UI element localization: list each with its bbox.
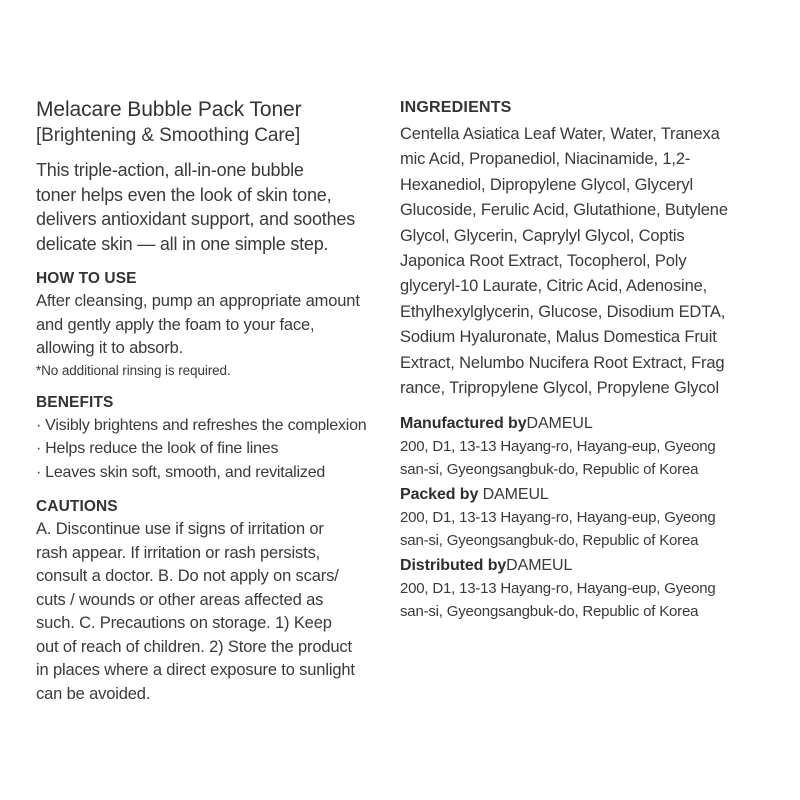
right-column (400, 96, 770, 623)
ingredients-line: Ethylhexylglycerin, Glucose, Disodium EDTA, (400, 302, 726, 321)
benefit-text: Leaves skin soft, smooth, and revitalized (45, 463, 326, 481)
address-line: 200, D1, 13-13 Hayang-ro, Hayang-eup, Gyeong (400, 438, 716, 456)
product-description (36, 158, 392, 256)
how-to-use-line: After cleansing, pump an appropriate amount (36, 292, 360, 310)
manufacturer-name: DAMEUL (526, 415, 593, 433)
list-item (36, 461, 392, 485)
distributor-role: Distributed by (400, 557, 507, 575)
cautions-line: cuts / wounds or other areas affected as (36, 590, 324, 609)
ingredients-line: Glycol, Glycerin, Caprylyl Glycol, Coptis (400, 226, 685, 245)
ingredients-heading: INGREDIENTS (400, 99, 512, 116)
benefit-text: Visibly brightens and refreshes the complexion (45, 416, 367, 434)
ingredients-line: Hexanediol, Dipropylene Glycol, Glyceryl (400, 175, 693, 194)
cautions-heading: CAUTIONS (36, 498, 118, 515)
cautions-line: such. C. Precautions on storage. 1) Keep (36, 614, 332, 632)
benefits-heading: BENEFITS (36, 393, 114, 411)
description-line: delicate skin — all in one simple step. (36, 233, 329, 254)
ingredients-line: rance, Tripropylene Glycol, Propylene Glycol (400, 379, 719, 398)
packer-line (400, 483, 770, 507)
address-line: san-si, Gyeongsangbuk-do, Republic of Korea (400, 531, 699, 549)
how-to-use-body (36, 290, 392, 361)
description-line: delivers antioxidant support, and soothes (36, 209, 356, 229)
bullet-icon: · (36, 463, 42, 481)
address-line: 200, D1, 13-13 Hayang-ro, Hayang-eup, Gyeong (400, 580, 716, 598)
ingredients-line: glyceryl-10 Laurate, Citric Acid, Adenosine, (400, 277, 708, 296)
list-item (36, 414, 392, 438)
packer-role: Packed by (400, 486, 479, 504)
cautions-line: can be avoided. (36, 684, 151, 703)
benefits-section (36, 392, 392, 485)
list-item (36, 437, 392, 461)
product-subtitle: [Brightening & Smoothing Care] (36, 125, 301, 146)
description-line: This triple-action, all-in-one bubble (36, 160, 304, 180)
packer-block (400, 483, 770, 552)
address-line: san-si, Gyeongsangbuk-do, Republic of Korea (400, 460, 699, 478)
cautions-line: rash appear. If irritation or rash persists, (36, 543, 321, 562)
address-line: 200, D1, 13-13 Hayang-ro, Hayang-eup, Gyeong (400, 509, 716, 527)
how-to-use-footnote: *No additional rinsing is required. (36, 362, 231, 378)
ingredients-line: Extract, Nelumbo Nucifera Root Extract, Frag (400, 353, 725, 372)
ingredients-line: mic Acid, Propanediol, Niacinamide, 1,2- (400, 150, 691, 169)
distributor-name: DAMEUL (506, 557, 573, 575)
address-line: san-si, Gyeongsangbuk-do, Republic of Korea (400, 602, 699, 620)
manufacturer-address (400, 436, 770, 481)
cautions-line: in places where a direct exposure to sunlight (36, 661, 355, 679)
cautions-body (36, 518, 392, 706)
ingredients-line: Japonica Root Extract, Tocopherol, Poly (400, 252, 687, 271)
distributor-address (400, 578, 770, 623)
product-title: Melacare Bubble Pack Toner (36, 98, 302, 121)
how-to-use-section (36, 268, 392, 380)
benefit-text: Helps reduce the look of fine lines (45, 440, 279, 457)
distributor-block (400, 554, 770, 623)
how-to-use-line: and gently apply the foam to your face, (36, 315, 315, 334)
bullet-icon: · (36, 416, 42, 434)
manufacturer-block (400, 412, 770, 481)
cautions-section (36, 496, 392, 706)
description-line: toner helps even the look of skin tone, (36, 184, 332, 205)
cautions-line: out of reach of children. 2) Store the product (36, 637, 352, 656)
bullet-icon: · (36, 440, 42, 457)
ingredients-body (400, 122, 770, 401)
packer-address (400, 507, 770, 552)
cautions-line: A. Discontinue use if signs of irritation or (36, 520, 324, 538)
ingredients-line: Centella Asiatica Leaf Water, Water, Tranexa (400, 125, 720, 143)
ingredients-line: Sodium Hyaluronate, Malus Domestica Fruit (400, 328, 717, 347)
ingredients-line: Glucoside, Ferulic Acid, Glutathione, Butylene (400, 201, 728, 220)
left-column (36, 96, 392, 706)
benefits-list (36, 414, 392, 485)
how-to-use-heading: HOW TO USE (36, 270, 137, 287)
manufacturer-line (400, 412, 770, 436)
cautions-line: consult a doctor. B. Do not apply on scars/ (36, 567, 339, 585)
how-to-use-line: allowing it to absorb. (36, 339, 184, 357)
distributor-line (400, 554, 770, 578)
manufacturer-role: Manufactured by (400, 415, 527, 433)
packer-name: DAMEUL (478, 486, 549, 504)
